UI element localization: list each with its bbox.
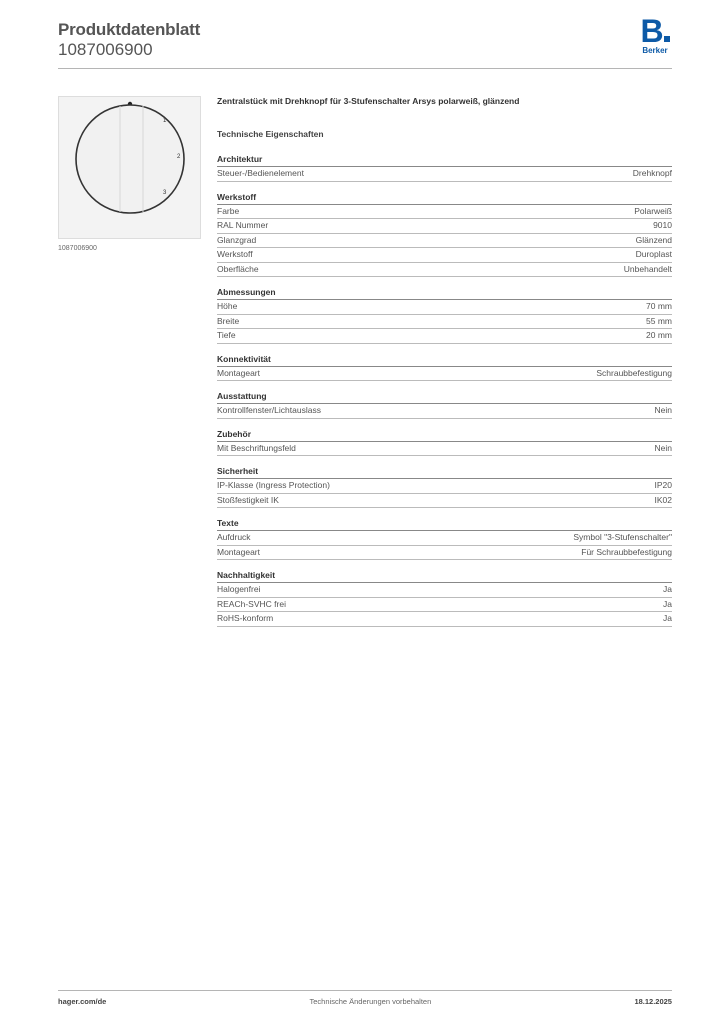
group-title: Texte (217, 518, 672, 531)
property-label: Kontrollfenster/Lichtauslass (217, 405, 321, 415)
group-title: Zubehör (217, 429, 672, 442)
property-row (217, 234, 672, 249)
document-header (58, 20, 200, 60)
dial-label-2: 2 (177, 154, 181, 160)
group-title: Konnektivität (217, 354, 672, 367)
property-label: REACh-SVHC frei (217, 598, 286, 609)
property-row (217, 329, 672, 344)
property-label: Stoßfestigkeit IK (217, 494, 279, 505)
property-group (217, 518, 672, 560)
property-label: Mit Beschriftungsfeld (217, 442, 296, 453)
image-caption: 1087006900 (58, 245, 97, 252)
property-row (217, 248, 672, 263)
property-value: Ja (663, 613, 672, 623)
property-value: Drehknopf (632, 168, 672, 178)
property-row (217, 583, 672, 598)
property-label: IP-Klasse (Ingress Protection) (217, 480, 330, 490)
article-number: 1087006900 (58, 40, 153, 59)
property-row (217, 442, 672, 457)
property-value: Symbol "3-Stufenschalter" (573, 532, 672, 542)
group-title: Architektur (217, 154, 672, 167)
footer-date: 18.12.2025 (634, 997, 672, 1006)
property-value: IP20 (654, 480, 672, 490)
rotary-switch-illustration (59, 97, 200, 238)
property-row (217, 494, 672, 509)
property-value: Unbehandelt (623, 263, 672, 274)
property-value: Ja (663, 598, 672, 609)
group-title: Abmessungen (217, 287, 672, 300)
dial-label-1: 1 (163, 118, 167, 124)
property-label: Oberfläche (217, 263, 259, 274)
property-label: Breite (217, 315, 240, 326)
property-label: RAL Nummer (217, 220, 269, 230)
section-heading: Technische Eigenschaften (217, 129, 324, 139)
group-title: Sicherheit (217, 466, 672, 479)
property-label: Aufdruck (217, 532, 251, 542)
property-row (217, 404, 672, 419)
property-value: Nein (654, 405, 672, 415)
property-label: Tiefe (217, 330, 236, 340)
group-title: Ausstattung (217, 391, 672, 404)
dial-label-3: 3 (163, 190, 167, 196)
property-value: IK02 (654, 494, 672, 505)
property-row (217, 479, 672, 494)
property-row (217, 205, 672, 220)
product-details (217, 96, 672, 637)
footer-disclaimer: Technische Änderungen vorbehalten (309, 997, 432, 1006)
property-label: Glanzgrad (217, 234, 257, 245)
page-footer (58, 997, 672, 1006)
property-row (217, 263, 672, 278)
logo-text: Berker (642, 46, 668, 55)
property-value: Duroplast (635, 249, 672, 259)
property-value: Glänzend (635, 234, 672, 245)
property-value: Polarweiß (634, 205, 672, 216)
property-row (217, 546, 672, 561)
logo-dot (664, 36, 670, 42)
property-groups (217, 154, 672, 627)
document-title: Produktdatenblatt (58, 20, 201, 39)
property-label: Höhe (217, 301, 238, 311)
group-title: Nachhaltigkeit (217, 570, 672, 583)
berker-logo (638, 13, 672, 55)
property-label: Werkstoff (217, 249, 253, 259)
property-value: Schraubbefestigung (596, 367, 672, 378)
property-value: 20 mm (646, 330, 672, 340)
property-group (217, 391, 672, 419)
rotary-knob (76, 105, 184, 213)
property-value: Nein (654, 442, 672, 453)
property-value: 55 mm (646, 315, 672, 326)
property-label: Steuer-/Bedienelement (217, 168, 304, 178)
property-row (217, 612, 672, 627)
header-divider (58, 68, 672, 69)
property-label: Farbe (217, 205, 240, 216)
property-group (217, 154, 672, 182)
property-row (217, 167, 672, 182)
property-value: Ja (663, 584, 672, 594)
property-row (217, 531, 672, 546)
property-group (217, 287, 672, 344)
logo-letter-b: B (638, 16, 672, 46)
property-group (217, 354, 672, 382)
property-label: RoHS-konform (217, 613, 274, 623)
property-label: Montageart (217, 546, 260, 557)
property-label: Montageart (217, 367, 260, 378)
property-group (217, 192, 672, 278)
footer-website: hager.com/de (58, 997, 107, 1006)
product-image (58, 96, 201, 239)
property-row (217, 219, 672, 234)
property-group (217, 466, 672, 508)
property-row (217, 300, 672, 315)
property-label: Halogenfrei (217, 584, 261, 594)
property-group (217, 429, 672, 457)
property-row (217, 315, 672, 330)
property-row (217, 598, 672, 613)
group-title: Werkstoff (217, 192, 672, 205)
footer-divider (58, 990, 672, 991)
property-value: 70 mm (646, 301, 672, 311)
property-value: Für Schraubbefestigung (581, 546, 672, 557)
product-title: Zentralstück mit Drehknopf für 3-Stufenschalter Arsys polarweiß, glänzend (217, 96, 520, 106)
property-group (217, 570, 672, 627)
property-row (217, 367, 672, 382)
property-value: 9010 (653, 220, 672, 230)
